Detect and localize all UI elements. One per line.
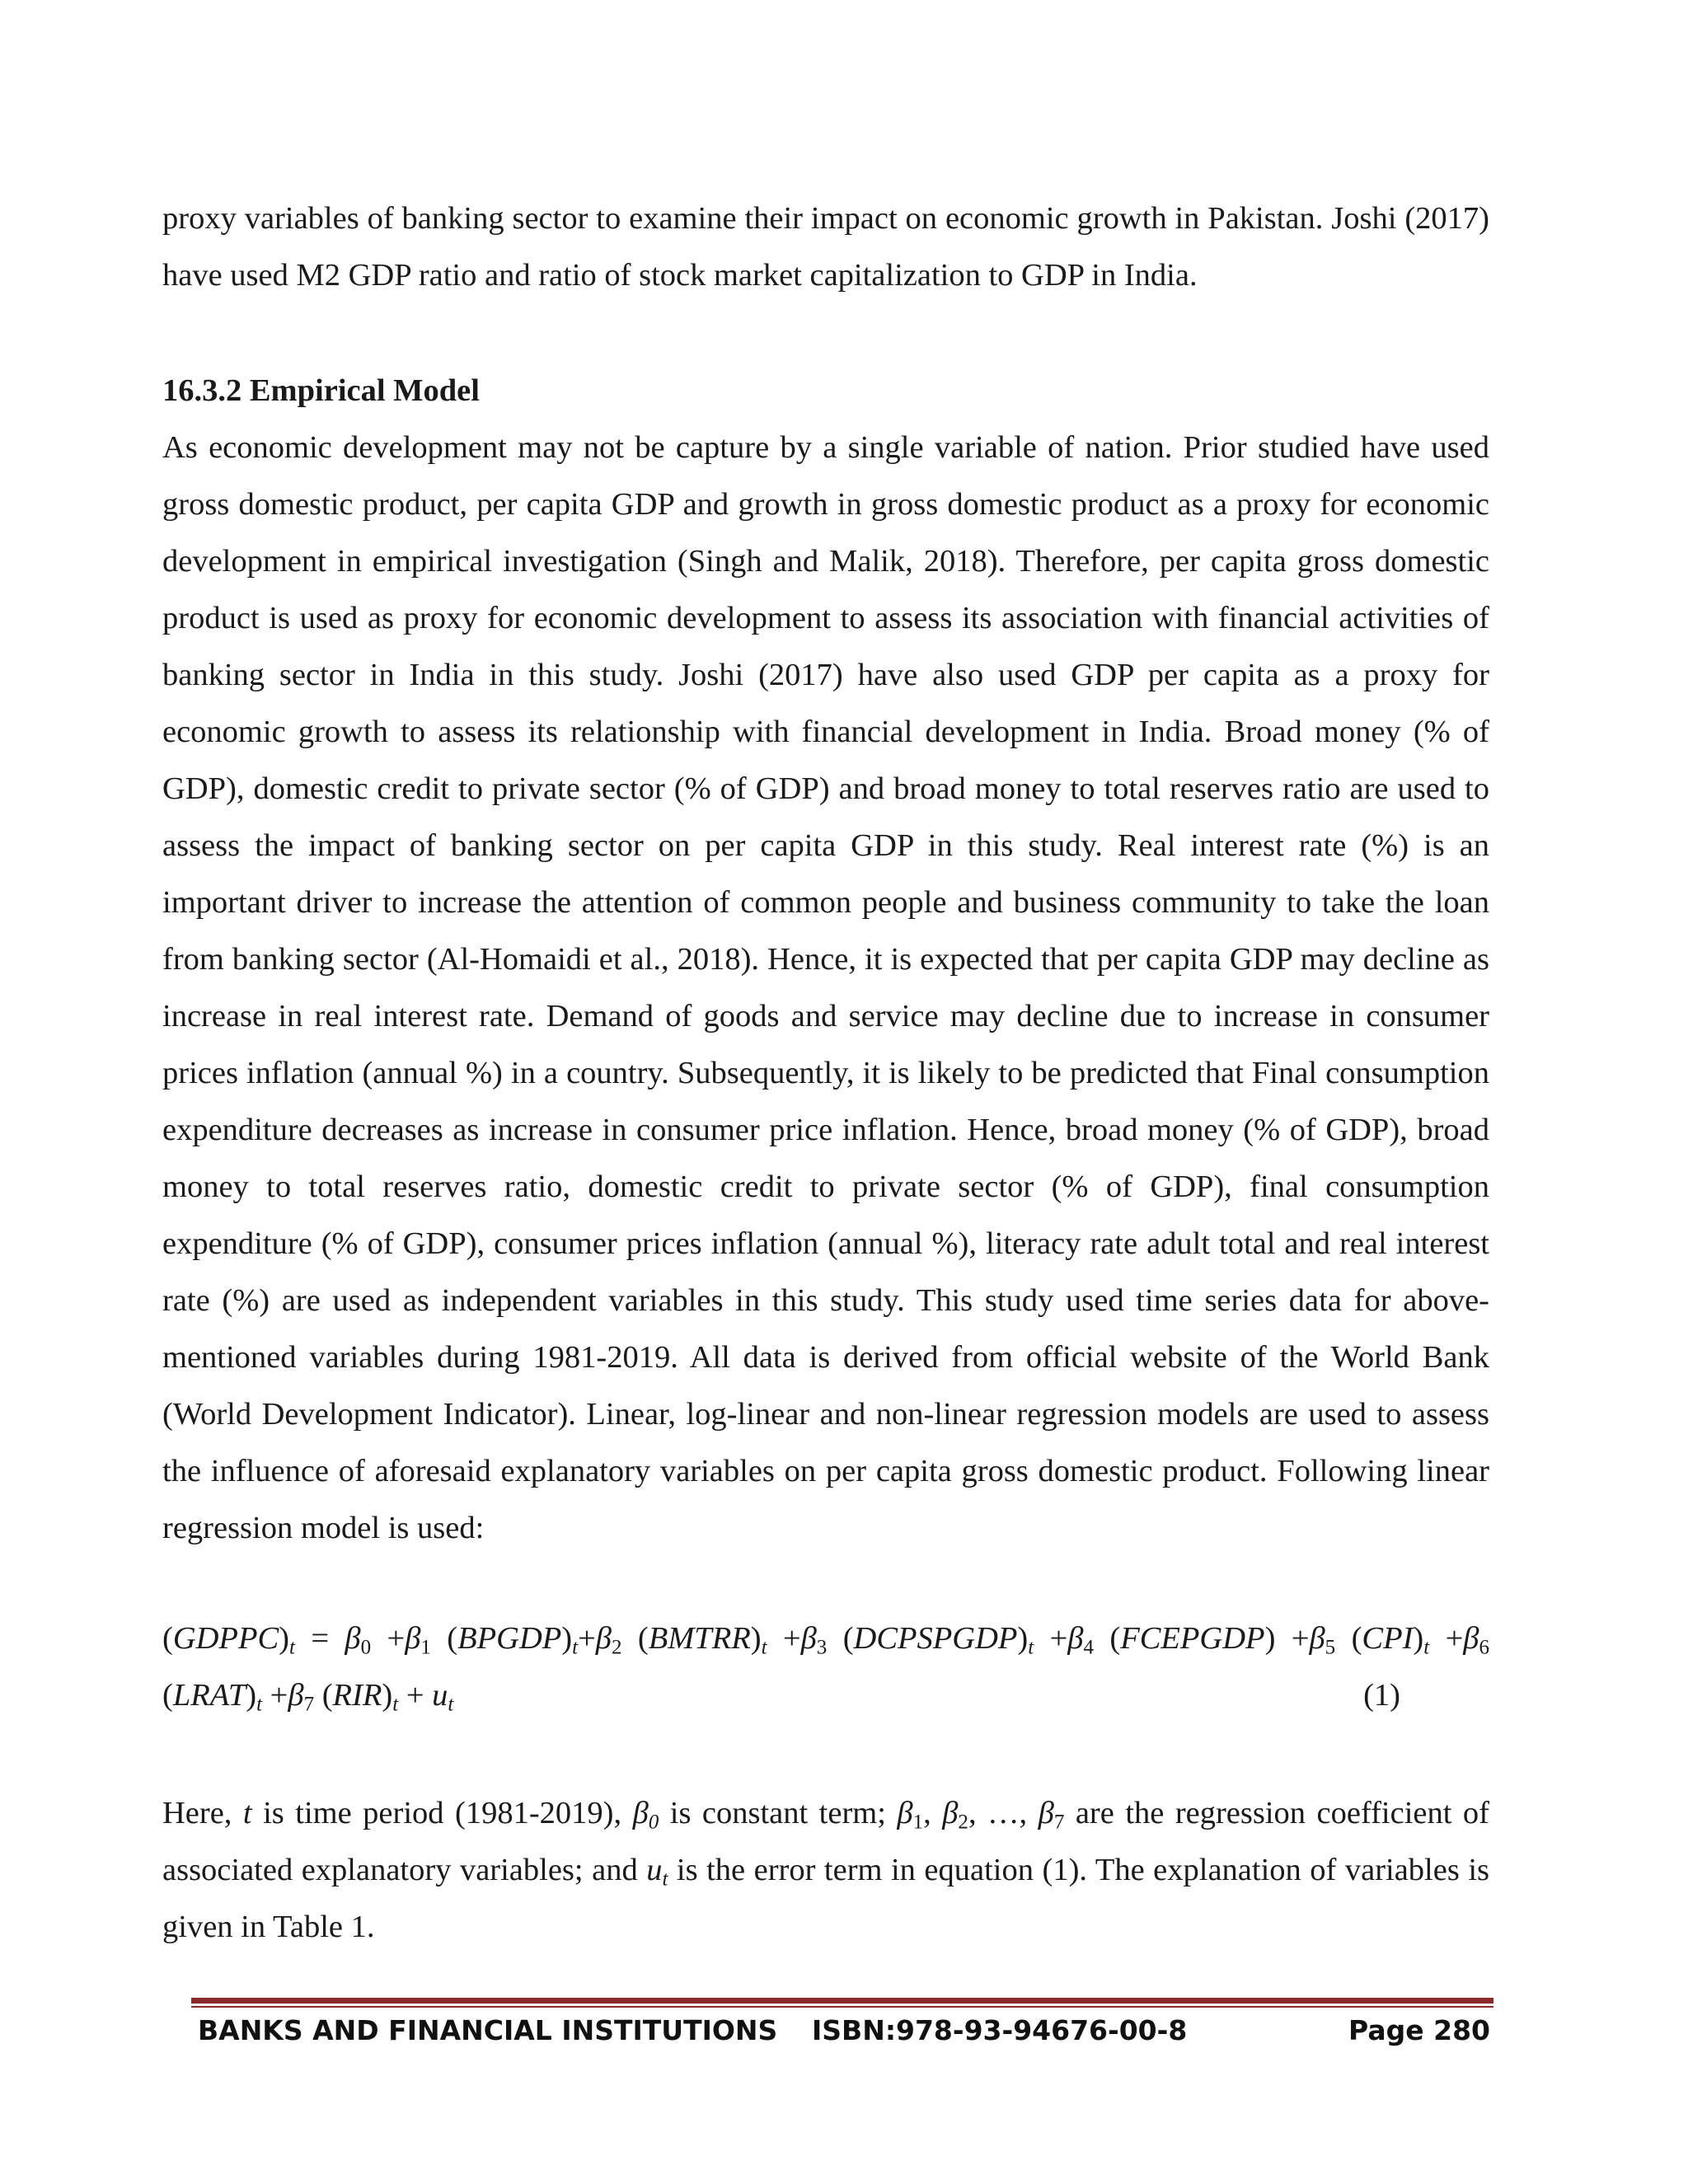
eq-term-fcepgdp: FCEPGDP: [1120, 1621, 1265, 1656]
intro-paragraph: proxy variables of banking sector to examine their impact on economic growth in Pakistan. Joshi (2017) have used M2 GDP ratio and ratio of stock market capitalization to GDP in India.: [162, 201, 1489, 293]
footer-book-title: BANKS AND FINANCIAL INSTITUTIONS: [198, 2014, 778, 2046]
footer-isbn: ISBN:978-93-94676-00-8: [812, 2014, 1188, 2046]
section-heading: 16.3.2 Empirical Model: [162, 373, 480, 408]
eq-term-cpi: CPI: [1362, 1621, 1414, 1656]
eq-term-lrat: LRAT: [172, 1678, 246, 1713]
variables-explanation-paragraph: Here, t is time period (1981-2019), $\beta_0$ is constant term; $\beta_1$, $\beta_2$, …, $\beta_7$ are the regression coefficient of associated explanatory variables; and $u_t$ is the error term in equation (1). The explanation of variables is given in Table 1.: [162, 1796, 1490, 1944]
eq-term-bpgdp: BPGDP: [457, 1621, 562, 1656]
footer-divider-thick: [191, 1998, 1493, 2004]
eq-term-gdppc: GDPPC: [172, 1621, 279, 1656]
section-body-paragraph: As economic development may not be capture by a single variable of nation. Prior studied have used gross domestic product, per capita GDP and growth in gross domestic product as a proxy for economic development in empirical investigation (Singh and Malik, 2018). Therefore, per capita gross domestic product is used as proxy for economic development to assess its association with financial activities of banking sector in India in this study. Joshi (2017) have also used GDP per capita as a proxy for economic growth to assess its relationship with financial development in India. Broad money (% of GDP), domestic credit to private sector (% of GDP) and broad money to total reserves ratio are used to assess the impact of banking sector on per capita GDP in this study. Real interest rate (%) is an important driver to increase the attention of common people and business community to take the loan from banking sector (Al-Homaidi et al., 2018). Hence, it is expected that per capita GDP may decline as increase in real interest rate. Demand of goods and service may decline due to increase in consumer prices inflation (annual %) in a country. Subsequently, it is likely to be predicted that Final consumption expenditure decreases as increase in consumer price inflation. Hence, broad money (% of GDP), broad money to total reserves ratio, domestic credit to private sector (% of GDP), final consumption expenditure (% of GDP), consumer prices inflation (annual %), literacy rate adult total and real interest rate (%) are used as independent variables in this study. This study used time series data for above-mentioned variables during 1981-2019. All data is derived from official website of the World Bank (World Development Indicator). Linear, log-linear and non-linear regression models are used to assess the influence of aforesaid explanatory variables on per capita gross domestic product. Following linear regression model is used:: [162, 430, 1489, 1545]
footer-divider-thin: [191, 2006, 1493, 2008]
eq-term-dcpspgdp: DCPSPGDP: [853, 1621, 1018, 1656]
eq-term-bmtrr: BMTRR: [648, 1621, 751, 1656]
regression-equation: $(GDPPC)_t$ = $\beta_0$ $+\beta_1$ $(BPGDP)_t+\beta_2$ $(BMTRR)_t$ $+\beta_3$ $(DCPSPGDP)_t$ $+\beta_4$ (FCEPGDP) $+\beta_5$ $(CPI)_t$ $+\beta_6$ $(LRAT)_t +\beta_7$ $(RIR)_t + u_t$ (1): [162, 1610, 1489, 1724]
page-footer: [198, 2009, 1490, 2052]
eq-term-rir: RIR: [332, 1678, 382, 1713]
footer-page-number: Page 280: [1348, 2014, 1490, 2046]
equation-number: (1): [1363, 1678, 1400, 1713]
